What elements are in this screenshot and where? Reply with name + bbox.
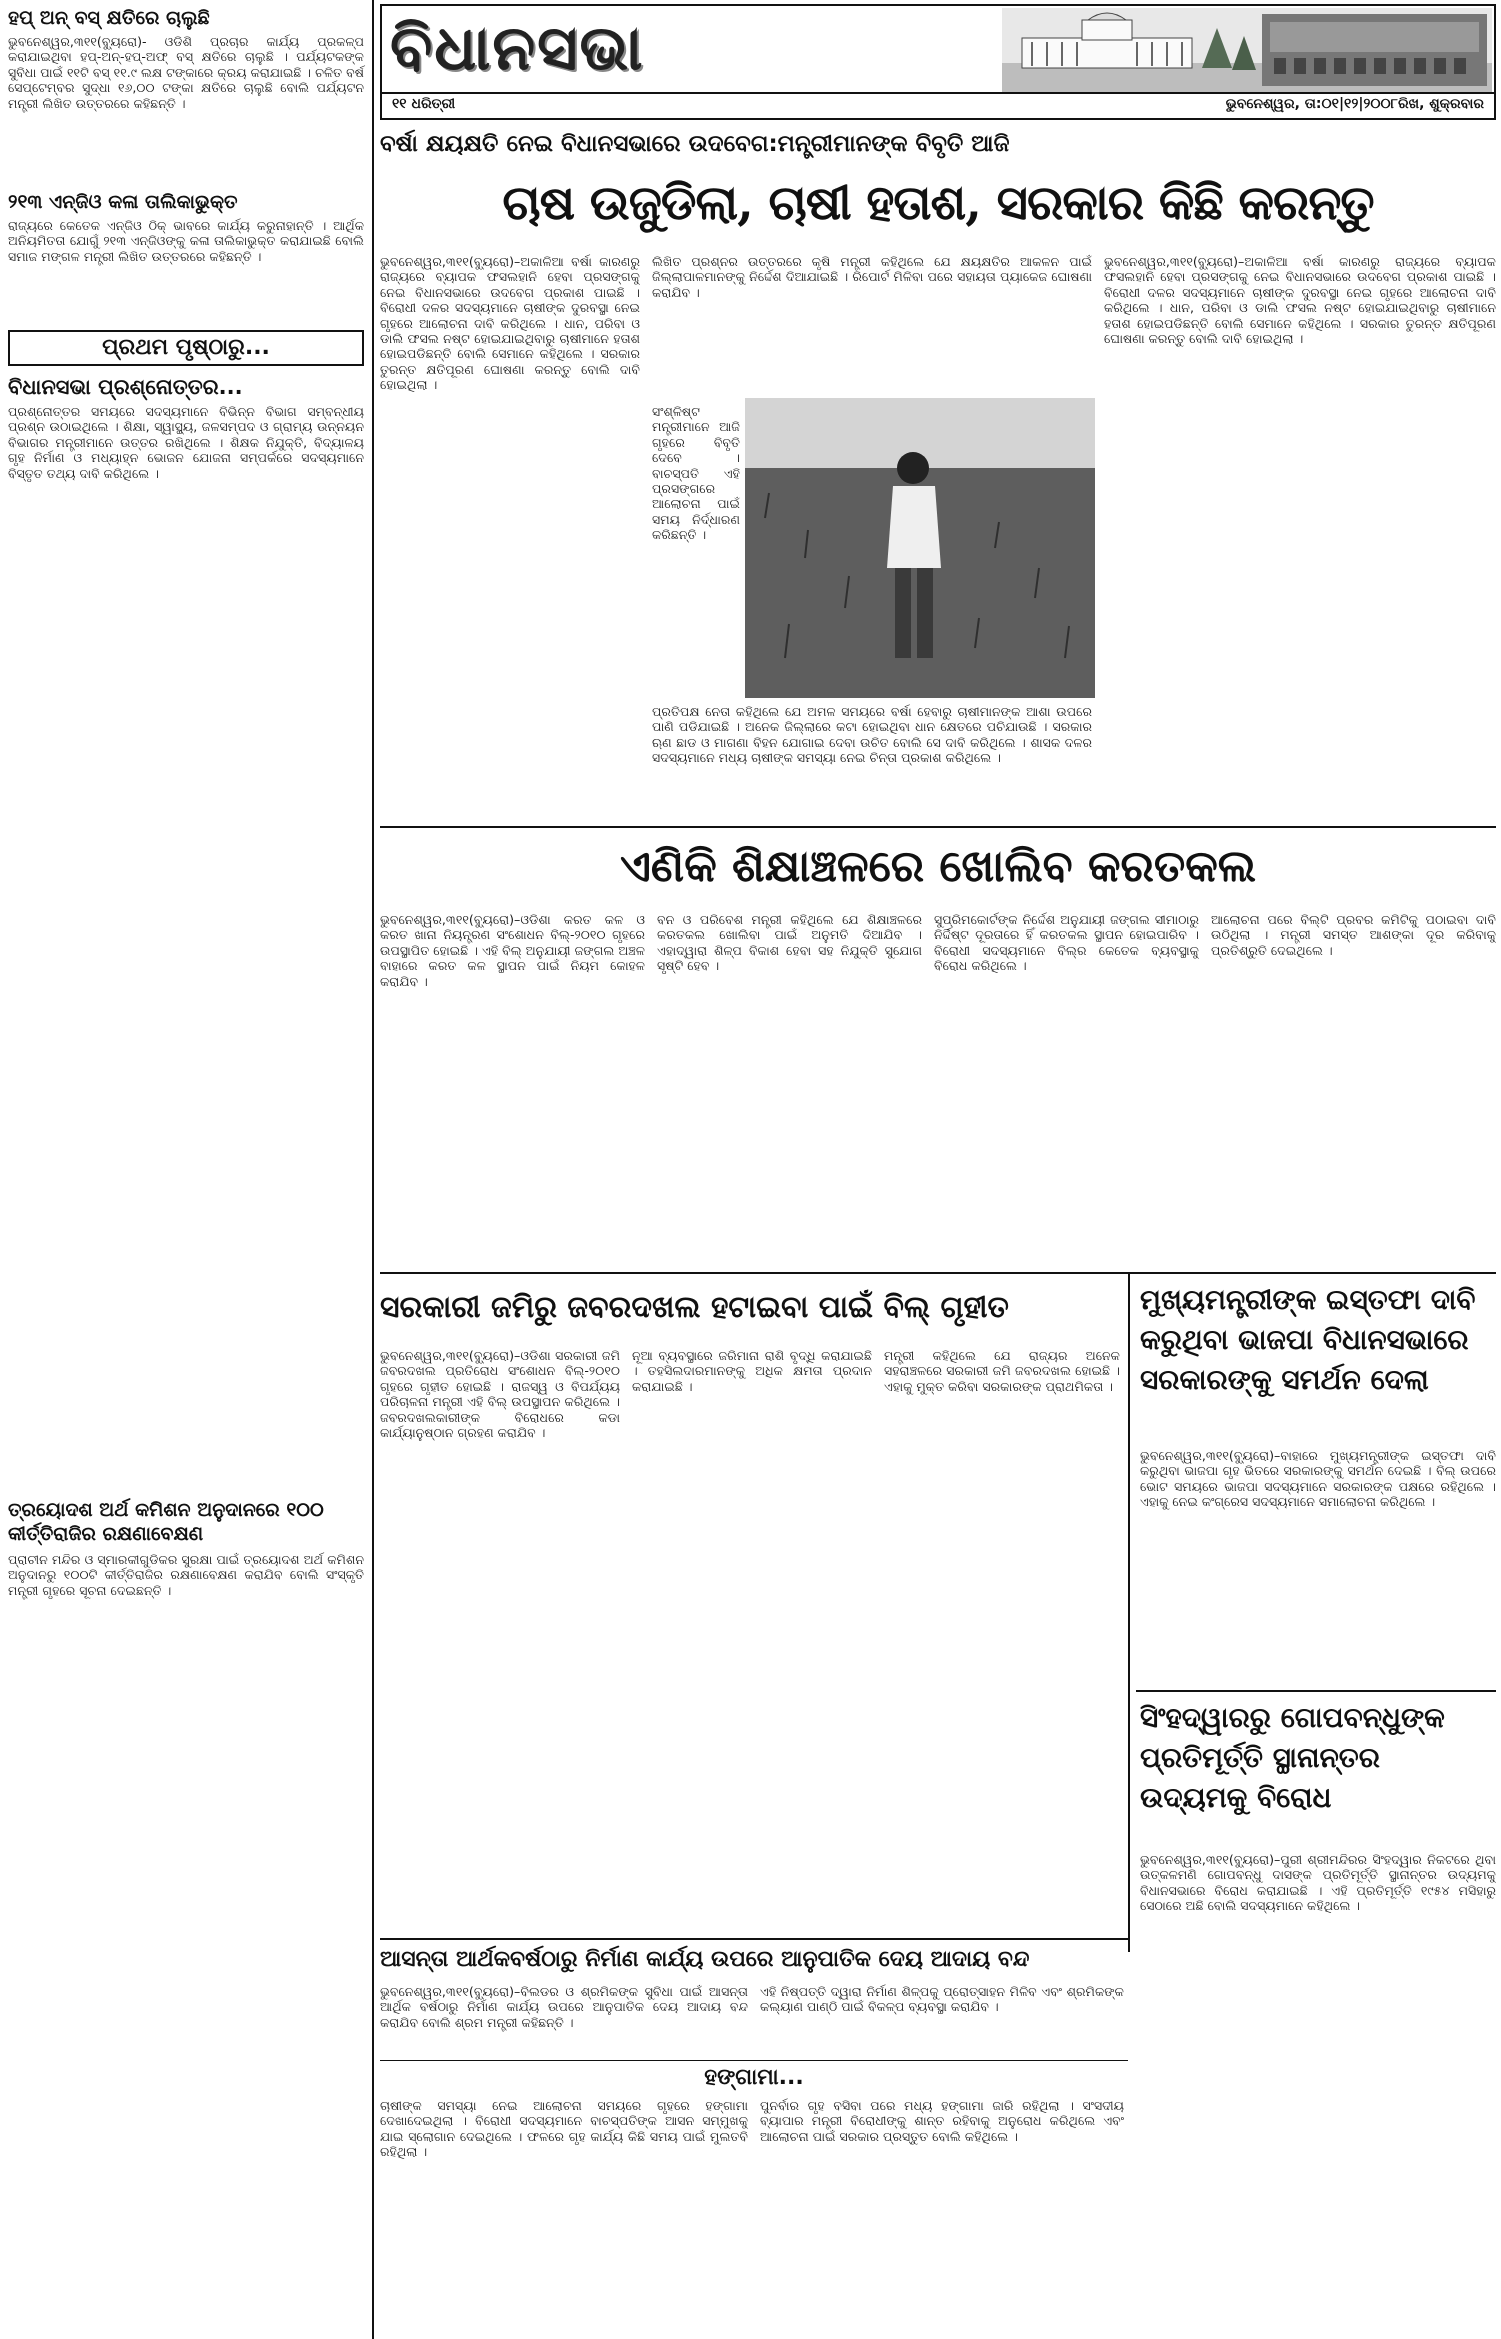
story5-body: ଭୁବନେଶ୍ୱର,୩୧୧(ବ୍ୟୁରୋ)–ପୁରୀ ଶ୍ରୀମନ୍ଦିରର ସିଂହଦ୍ୱାର ନିକଟରେ ଥିବା ଉତ୍କଳମଣି ଗୋପବନ୍ଧୁ ଦାସଙ୍କ ପ୍ରତିମୂର୍ତ୍ତି ସ୍ଥାନାନ୍ତର ଉଦ୍ୟମକୁ ବିଧାନସଭାରେ ବିରୋଧ କରାଯାଇଛି । ଏହି ପ୍ରତିମୂର୍ତ୍ତି ୧୯୫୪ ମସିହାରୁ ସେଠାରେ ଅଛି ବୋଲି ସଦସ୍ୟମାନେ କହିଥିଲେ । — [1140, 1852, 1496, 1914]
lead-column-2c: ପ୍ରତିପକ୍ଷ ନେତା କହିଥିଲେ ଯେ ଅମଳ ସମୟରେ ବର୍ଷା ହେବାରୁ ଚାଷୀମାନଙ୍କ ଆଶା ଉପରେ ପାଣି ପଡିଯାଇଛି । ଅନେକ ଜିଲ୍ଲାରେ କଟା ହୋଇଥିବା ଧାନ କ୍ଷେତରେ ପଚିଯାଉଛି । ସରକାର ଋଣ ଛାଡ ଓ ମାଗଣା ବିହନ ଯୋଗାଇ ଦେବା ଉଚିତ ବୋଲି ସେ ଦାବି କରିଥିଲେ । ଶାସକ ଦଳର ସଦସ୍ୟମାନେ ମଧ୍ୟ ଚାଷୀଙ୍କ ସମସ୍ୟା ନେଇ ଚିନ୍ତା ପ୍ରକାଶ କରିଥିଲେ । — [652, 704, 1092, 766]
divider-lead-bottom — [380, 826, 1496, 828]
left-headline-1: ହପ୍ ଅନ୍ ବସ୍ କ୍ଷତିରେ ଚାଲୁଛି — [8, 7, 210, 29]
lead-column-2: ଲିଖିତ ପ୍ରଶ୍ନର ଉତ୍ତରରେ କୃଷି ମନ୍ତ୍ରୀ କହିଥିଲେ ଯେ କ୍ଷୟକ୍ଷତିର ଆକଳନ ପାଇଁ ଜିଲ୍ଲାପାଳମାନଙ୍କୁ ନିର୍ଦ୍ଦେଶ ଦିଆଯାଇଛି । ରିପୋର୍ଟ ମିଳିବା ପରେ ସହାୟତା ପ୍ୟାକେଜ ଘୋଷଣା କରାଯିବ । — [652, 254, 1092, 300]
divider-story4-bottom — [1136, 1690, 1496, 1692]
masthead-rule — [382, 92, 1494, 94]
divider-story3-bottom — [380, 1938, 1128, 1940]
lead-column-1: ଭୁବନେଶ୍ୱର,୩୧୧(ବ୍ୟୁରୋ)–ଅକାଳିଆ ବର୍ଷା କାରଣରୁ ରାଜ୍ୟରେ ବ୍ୟାପକ ଫସଲହାନି ହେବା ପ୍ରସଙ୍ଗକୁ ନେଇ ବିଧାନସଭାରେ ଉଦବେଗ ପ୍ରକାଶ ପାଇଛି । ବିରୋଧୀ ଦଳର ସଦସ୍ୟମାନେ ଚାଷୀଙ୍କ ଦୁରବସ୍ଥା ନେଇ ଗୃହରେ ଆଲୋଚନା ଦାବି କରିଥିଲେ । ଧାନ, ପରିବା ଓ ଡାଲି ଫସଲ ନଷ୍ଟ ହୋଇଯାଇଥିବାରୁ ଚାଷୀମାନେ ହତାଶ ହୋଇପଡିଛନ୍ତି ବୋଲି ସେମାନେ କହିଥିଲେ । ସରକାର ତୁରନ୍ତ କ୍ଷତିପୂରଣ ଘୋଷଣା କରନ୍ତୁ ବୋଲି ଦାବି ହୋଇଥିଲା । — [380, 254, 640, 393]
story7-column-2: ପୁନର୍ବାର ଗୃହ ବସିବା ପରେ ମଧ୍ୟ ହଙ୍ଗାମା ଜାରି ରହିଥିଲା । ସଂସଦୀୟ ବ୍ୟାପାର ମନ୍ତ୍ରୀ ବିରୋଧୀଙ୍କୁ ଶାନ୍ତ ରହିବାକୁ ଅନୁରୋଧ କରିଥିଲେ ଏବଂ ଆଲୋଚନା ପାଇଁ ସରକାର ପ୍ରସ୍ତୁତ ବୋଲି କହିଥିଲେ । — [760, 2098, 1124, 2144]
story3-column-2: ନୂଆ ବ୍ୟବସ୍ଥାରେ ଜରିମାନା ରାଶି ବୃଦ୍ଧି କରାଯାଇଛି । ତହସିଲଦାରମାନଙ୍କୁ ଅଧିକ କ୍ଷମତା ପ୍ରଦାନ କରାଯାଇଛି । — [632, 1348, 872, 1394]
column-divider-left — [372, 0, 374, 2339]
lead-column-3: ଭୁବନେଶ୍ୱର,୩୧୧(ବ୍ୟୁରୋ)–ଅକାଳିଆ ବର୍ଷା କାରଣରୁ ରାଜ୍ୟରେ ବ୍ୟାପକ ଫସଲହାନି ହେବା ପ୍ରସଙ୍ଗକୁ ନେଇ ବିଧାନସଭାରେ ଉଦବେଗ ପ୍ରକାଶ ପାଇଛି । ବିରୋଧୀ ଦଳର ସଦସ୍ୟମାନେ ଚାଷୀଙ୍କ ଦୁରବସ୍ଥା ନେଇ ଗୃହରେ ଆଲୋଚନା ଦାବି କରିଥିଲେ । ଧାନ, ପରିବା ଓ ଡାଲି ଫସଲ ନଷ୍ଟ ହୋଇଯାଇଥିବାରୁ ଚାଷୀମାନେ ହତାଶ ହୋଇପଡିଛନ୍ତି ବୋଲି ସେମାନେ କହିଥିଲେ । ସରକାର ତୁରନ୍ତ କ୍ଷତିପୂରଣ ଘୋଷଣା କରନ୍ତୁ ବୋଲି ଦାବି ହୋଇଥିଲା । — [1104, 254, 1496, 347]
story6-column-2: ଏହି ନିଷ୍ପତ୍ତି ଦ୍ୱାରା ନିର୍ମାଣ ଶିଳ୍ପକୁ ପ୍ରୋତ୍ସାହନ ମିଳିବ ଏବଂ ଶ୍ରମିକଙ୍କ କଲ୍ୟାଣ ପାଣ୍ଠି ପାଇଁ ବିକଳ୍ପ ବ୍ୟବସ୍ଥା କରାଯିବ । — [760, 1984, 1124, 2015]
left-article-1: ଭୁବନେଶ୍ୱର,୩୧୧(ବ୍ୟୁରୋ)- ଓଡିଶି ପ୍ରଚାର କାର୍ଯ୍ୟ ପ୍ରକଳ୍ପ କରାଯାଇଥିବା ହପ୍-ଅନ୍-ହପ୍-ଅଫ୍ ବସ୍ କ୍ଷତିରେ ଚାଲୁଛି । ପର୍ଯ୍ୟଟକଙ୍କ ସୁବିଧା ପାଇଁ ୧୧ଟି ବସ୍ ୧୧.୯ ଲକ୍ଷ ଟଙ୍କାରେ କ୍ରୟ କରାଯାଇଛି । ଚଳିତ ବର୍ଷ ସେପ୍ଟେମ୍ବର ସୁଦ୍ଧା ୧୬,୦୦ ଟଙ୍କା କ୍ଷତିରେ ଚାଲୁଛି ବୋଲି ପର୍ଯ୍ୟଟନ ମନ୍ତ୍ରୀ ଲିଖିତ ଉତ୍ତରରେ କହିଛନ୍ତି । — [8, 34, 365, 111]
left-article-2: ରାଜ୍ୟରେ କେତେକ ଏନ୍‌ଜିଓ ଠିକ୍ ଭାବରେ କାର୍ଯ୍ୟ କରୁନାହାନ୍ତି । ଆର୍ଥିକ ଅନିୟମିତତା ଯୋଗୁଁ ୨୧୩ ଏନ୍‌ଜିଓଙ୍କୁ କଳା ତାଲିକାଭୁକ୍ତ କରାଯାଇଛି ବୋଲି ସମାଜ ମଙ୍ଗଳ ମନ୍ତ୍ରୀ ଲିଖିତ ଉତ୍ତରରେ କହିଛନ୍ତି । — [8, 218, 364, 264]
lead-headline: ଚାଷ ଉଜୁଡିଲା, ଚାଷୀ ହତାଶ, ସରକାର କିଛି କରନ୍ତୁ — [502, 175, 1374, 231]
story3-headline: ସରକାରୀ ଜମିରୁ ଜବରଦଖଲ ହଟାଇବା ପାଇଁ ବିଲ୍ ଗୃହୀତ — [380, 1290, 1009, 1325]
left-column — [0, 0, 370, 2339]
left-article-3: ପ୍ରଶ୍ନୋତ୍ତର ସମୟରେ ସଦସ୍ୟମାନେ ବିଭିନ୍ନ ବିଭାଗ ସମ୍ବନ୍ଧୀୟ ପ୍ରଶ୍ନ ଉଠାଇଥିଲେ । ଶିକ୍ଷା, ସ୍ୱାସ୍ଥ୍ୟ, ଜଳସମ୍ପଦ ଓ ଗ୍ରାମ୍ୟ ଉନ୍ନୟନ ବିଭାଗର ମନ୍ତ୍ରୀମାନେ ଉତ୍ତର ରଖିଥିଲେ । ଶିକ୍ଷକ ନିଯୁକ୍ତି, ବିଦ୍ୟାଳୟ ଗୃହ ନିର୍ମାଣ ଓ ମଧ୍ୟାହ୍ନ ଭୋଜନ ଯୋଜନା ସମ୍ପର୍କରେ ସଦସ୍ୟମାନେ ବିସ୍ତୃତ ତଥ୍ୟ ଦାବି କରିଥିଲେ । — [8, 404, 364, 481]
story6-column-1: ଭୁବନେଶ୍ୱର,୩୧୧(ବ୍ୟୁରୋ)–ବିଲଡର ଓ ଶ୍ରମିକଙ୍କ ସୁବିଧା ପାଇଁ ଆସନ୍ତା ଆର୍ଥିକ ବର୍ଷଠାରୁ ନିର୍ମାଣ କାର୍ଯ୍ୟ ଉପରେ ଆନୁପାତିକ ଦେୟ ଆଦାୟ ବନ୍ଦ କରାଯିବ ବୋଲି ଶ୍ରମ ମନ୍ତ୍ରୀ କହିଛନ୍ତି । — [380, 1984, 748, 2030]
story2-headline: ଏଣିକି ଶିକ୍ଷାଞ୍ଚଳରେ ଖୋଲିବ କରତକଲ — [620, 841, 1256, 892]
masthead-title: ବିଧାନସଭା — [390, 11, 645, 84]
story7-column-1: ଚାଷୀଙ୍କ ସମସ୍ୟା ନେଇ ଆଲୋଚନା ସମୟରେ ଗୃହରେ ହଙ୍ଗାମା ଦେଖାଦେଇଥିଲା । ବିରୋଧୀ ସଦସ୍ୟମାନେ ବାଚସ୍ପତିଙ୍କ ଆସନ ସମ୍ମୁଖକୁ ଯାଇ ସ୍ଲୋଗାନ ଦେଇଥିଲେ । ଫଳରେ ଗୃହ କାର୍ଯ୍ୟ କିଛି ସମୟ ପାଇଁ ମୁଲତବି ରହିଥିଲା । — [380, 2098, 748, 2160]
section-box-from-front-page: ପ୍ରଥମ ପୃଷ୍ଠାରୁ... — [8, 330, 364, 366]
story2-column-2: ବନ ଓ ପରିବେଶ ମନ୍ତ୍ରୀ କହିଥିଲେ ଯେ ଶିକ୍ଷାଞ୍ଚଳରେ କରତକଲ ଖୋଲିବା ପାଇଁ ଅନୁମତି ଦିଆଯିବ । ଏହାଦ୍ୱାରା ଶିଳ୍ପ ବିକାଶ ହେବା ସହ ନିଯୁକ୍ତି ସୁଯୋଗ ସୃଷ୍ଟି ହେବ । — [657, 912, 922, 974]
left-headline-3: ବିଧାନସଭା ପ୍ରଶ୍ନୋତ୍ତର... — [8, 375, 243, 399]
story2-column-3: ସୁପ୍ରିମକୋର୍ଟଙ୍କ ନିର୍ଦ୍ଦେଶ ଅନୁଯାୟୀ ଜଙ୍ଗଲ ସୀମାଠାରୁ ନିର୍ଦ୍ଦିଷ୍ଟ ଦୂରତାରେ ହିଁ କରତକଲ ସ୍ଥାପନ ହୋଇପାରିବ । ବିରୋଧୀ ସଦସ୍ୟମାନେ ବିଲ୍‌ର କେତେକ ବ୍ୟବସ୍ଥାକୁ ବିରୋଧ କରିଥିଲେ । — [934, 912, 1199, 974]
lead-column-2b: ସଂଶ୍ଳିଷ୍ଟ ମନ୍ତ୍ରୀମାନେ ଆଜି ଗୃହରେ ବିବୃତି ଦେବେ । ବାଚସ୍ପତି ଏହି ପ୍ରସଙ୍ଗରେ ଆଲୋଚନା ପାଇଁ ସମୟ ନିର୍ଦ୍ଧାରଣ କରିଛନ୍ତି । — [652, 404, 740, 543]
story2-column-4: ଆଲୋଚନା ପରେ ବିଲ୍‌ଟି ପ୍ରବର କମିଟିକୁ ପଠାଇବା ଦାବି ଉଠିଥିଲା । ମନ୍ତ୍ରୀ ସମସ୍ତ ଆଶଙ୍କା ଦୂର କରିବାକୁ ପ୍ରତିଶ୍ରୁତି ଦେଇଥିଲେ । — [1211, 912, 1496, 958]
story6-headline: ଆସନ୍ତା ଆର୍ଥକବର୍ଷଠାରୁ ନିର୍ମାଣ କାର୍ଯ୍ୟ ଉପରେ ଆନୁପାତିକ ଦେୟ ଆଦାୟ ବନ୍ଦ — [380, 1947, 1030, 1972]
story4-body: ଭୁବନେଶ୍ୱର,୩୧୧(ବ୍ୟୁରୋ)–ବାହାରେ ମୁଖ୍ୟମନ୍ତ୍ରୀଙ୍କ ଇସ୍ତଫା ଦାବି କରୁଥିବା ଭାଜପା ଗୃହ ଭିତରେ ସରକାରଙ୍କୁ ସମର୍ଥନ ଦେଇଛି । ବିଲ୍ ଉପରେ ଭୋଟ ସମୟରେ ଭାଜପା ସଦସ୍ୟମାନେ ସରକାରଙ୍କ ପକ୍ଷରେ ରହିଥିଲେ । ଏହାକୁ ନେଇ କଂଗ୍ରେସ ସଦସ୍ୟମାନେ ସମାଲୋଚନା କରିଥିଲେ । — [1140, 1448, 1496, 1510]
story3-column-3: ମନ୍ତ୍ରୀ କହିଥିଲେ ଯେ ରାଜ୍ୟର ଅନେକ ସହରାଞ୍ଚଳରେ ସରକାରୀ ଜମି ଜବରଦଖଲ ହୋଇଛି । ଏହାକୁ ମୁକ୍ତ କରିବା ସରକାରଙ୍କ ପ୍ରାଥମିକତା । — [884, 1348, 1120, 1394]
story2-column-1: ଭୁବନେଶ୍ୱର,୩୧୧(ବ୍ୟୁରୋ)–ଓଡିଶା କରତ କଳ ଓ କରତ ଖାନା ନିୟନ୍ତ୍ରଣ ସଂଶୋଧନ ବିଲ୍-୨୦୧୦ ଗୃହରେ ଉପସ୍ଥାପିତ ହୋଇଛି । ଏହି ବିଲ୍ ଅନୁଯାୟୀ ଜଙ୍ଗଲ ଅଞ୍ଚଳ ବାହାରେ କରତ କଳ ସ୍ଥାପନ ପାଇଁ ନିୟମ କୋହଳ କରାଯିବ । — [380, 912, 645, 989]
story5-headline: ସିଂହଦ୍ୱାରରୁ ଗୋପବନ୍ଧୁଙ୍କ ପ୍ରତିମୂର୍ତ୍ତି ସ୍ଥାନାନ୍ତର ଉଦ୍ୟମକୁ ବିରୋଧ — [1140, 1701, 1445, 1814]
left-article-4: ପ୍ରାଚୀନ ମନ୍ଦିର ଓ ସ୍ମାରକୀଗୁଡିକର ସୁରକ୍ଷା ପାଇଁ ତ୍ରୟୋଦଶ ଅର୍ଥ କମିଶନ ଅନୁଦାନରୁ ୧୦୦ଟି କୀର୍ତ୍ତିରାଜିର ରକ୍ଷଣାବେକ୍ଷଣ କରାଯିବ ବୋଲି ସଂସ୍କୃତି ମନ୍ତ୍ରୀ ଗୃହରେ ସୂଚନା ଦେଇଛନ୍ତି । — [8, 1552, 364, 1598]
masthead — [380, 4, 1496, 120]
story4-headline: ମୁଖ୍ୟମନ୍ତ୍ରୀଙ୍କ ଇସ୍ତଫା ଦାବି କରୁଥିବା ଭାଜପା ବିଧାନସଭାରେ ସରକାରଙ୍କୁ ସମର୍ଥନ ଦେଲା — [1140, 1283, 1476, 1396]
dateline: ଭୁବନେଶ୍ୱର, ତା:୦୧|୧୨|୨୦୦୮ରିଖ, ଶୁକ୍ରବାର — [1225, 96, 1484, 112]
divider-story6-bottom — [380, 2060, 1128, 2061]
lead-kicker: ବର୍ଷା କ୍ଷୟକ୍ଷତି ନେଇ ବିଧାନସଭାରେ ଉଦବେଗ:ମନ୍ତ୍ରୀମାନଙ୍କ ବିବୃତି ଆଜି — [380, 131, 1010, 157]
story3-column-1: ଭୁବନେଶ୍ୱର,୩୧୧(ବ୍ୟୁରୋ)–ଓଡିଶା ସରକାରୀ ଜମି ଜବରଦଖଲ ପ୍ରତିରୋଧ ସଂଶୋଧନ ବିଲ୍-୨୦୧୦ ଗୃହରେ ଗୃହୀତ ହୋଇଛି । ରାଜସ୍ୱ ଓ ବିପର୍ଯ୍ୟୟ ପରିଚାଳନା ମନ୍ତ୍ରୀ ଏହି ବିଲ୍ ଉପସ୍ଥାପନ କରିଥିଲେ । ଜବରଦଖଲକାରୀଙ୍କ ବିରୋଧରେ କଡା କାର୍ଯ୍ୟାନୁଷ୍ଠାନ ଗ୍ରହଣ କରାଯିବ । — [380, 1348, 620, 1441]
left-headline-2: ୨୧୩ ଏନ୍‌ଜିଓ କଳା ତାଲିକାଭୁକ୍ତ — [8, 191, 238, 213]
left-headline-4: ତ୍ରୟୋଦଶ ଅର୍ଥ କମିଶନ ଅନୁଦାନରେ ୧୦୦ କୀର୍ତ୍ତିରାଜିର ରକ୍ଷଣାବେକ୍ଷଣ — [8, 1499, 324, 1545]
divider-story2-bottom — [380, 1272, 1496, 1274]
assembly-building-illustration — [1002, 8, 1492, 92]
divider-story3-right — [1128, 1272, 1130, 1952]
lead-photo-farmer — [745, 398, 1095, 698]
story7-headline: ହଙ୍ଗାମା... — [704, 2065, 804, 2090]
page-label: ୧୧ ଧରିତ୍ରୀ — [392, 96, 456, 112]
